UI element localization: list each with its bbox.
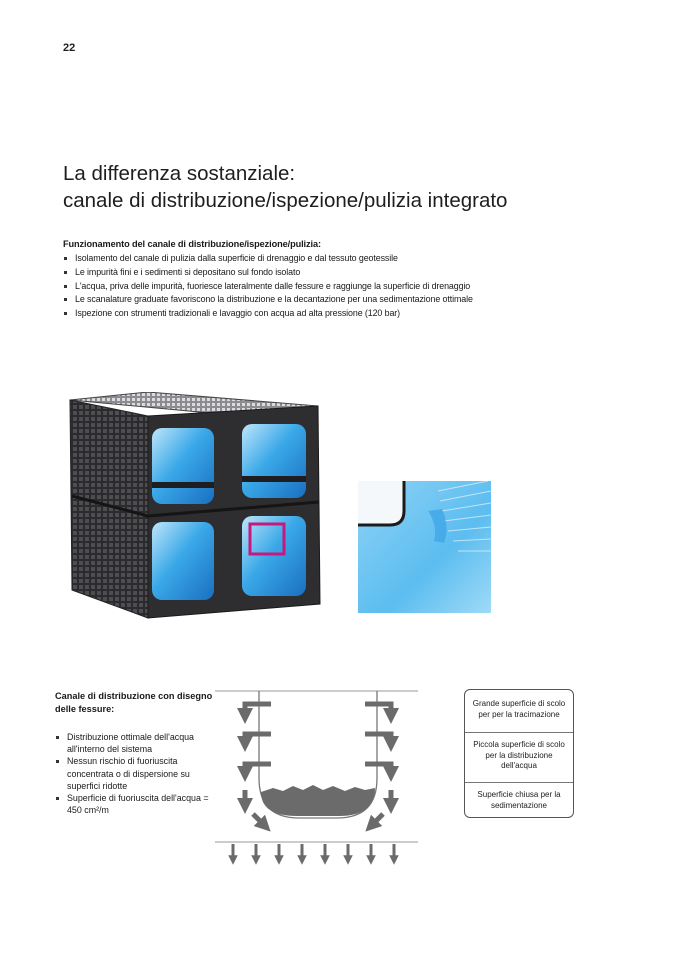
legend-item-overflow: Grande superficie di scolo per per la tracimazione	[472, 699, 566, 719]
outflow-arrow	[365, 764, 391, 774]
heading-line-2: canale di distribuzione/ispezione/pulizia integrato	[63, 189, 508, 212]
page-heading	[63, 160, 623, 214]
functioning-list	[63, 252, 473, 321]
slot-design-list	[55, 731, 215, 816]
legend-divider	[465, 782, 573, 783]
list-item: Distribuzione ottimale dell'acqua all'interno del sistema	[55, 731, 215, 755]
crate-window	[242, 516, 306, 596]
water-flow-diagram	[213, 688, 423, 870]
crate-left-face	[70, 400, 148, 618]
infiltration-crate-illustration	[66, 392, 328, 624]
diagonal-arrow	[253, 814, 265, 826]
crate-window	[242, 424, 306, 498]
list-item: Superficie di fuoriuscita dell'acqua = 450 cm²/m	[55, 792, 215, 816]
list-item: Le scanalature graduate favoriscono la distribuzione e la decantazione per una sedimentazione ottimale	[63, 293, 473, 307]
legend-item-sedimentation: Superficie chiusa per la sedimentazione	[477, 790, 561, 810]
outflow-arrow	[245, 734, 271, 744]
heading-line-1: La differenza sostanziale:	[63, 162, 296, 185]
legend-divider	[465, 732, 573, 733]
slot-detail-zoom	[358, 481, 491, 613]
outflow-arrow	[245, 704, 271, 716]
page-number: 22	[63, 42, 76, 54]
crate-window	[152, 522, 214, 600]
crate-window	[152, 428, 214, 504]
sediment-fill	[261, 785, 375, 816]
legend-item-distribution: Piccola superficie di scolo per la distribuzione dell'acqua	[473, 740, 565, 770]
list-item: Nessun rischio di fuoriuscita concentrata o di dispersione su superfici ridotte	[55, 755, 215, 792]
functioning-title: Funzionamento del canale di distribuzione/ispezione/pulizia:	[63, 239, 321, 249]
list-item: L'acqua, priva delle impurità, fuoriesce lateralmente dalle fessure e raggiunge la superficie di drenaggio	[63, 280, 473, 294]
slot-design-title: Canale di distribuzione con disegno delle fessure:	[55, 691, 213, 714]
flow-legend-box	[464, 689, 574, 818]
list-item: Isolamento del canale di pulizia dalla superficie di drenaggio e dal tessuto geotessile	[63, 252, 473, 266]
outflow-arrow	[365, 704, 391, 716]
list-item: Le impurità fini e i sedimenti si depositano sul fondo isolato	[63, 266, 473, 280]
list-item: Ispezione con strumenti tradizionali e lavaggio con acqua ad alta pressione (120 bar)	[63, 307, 473, 321]
outflow-arrow	[365, 734, 391, 744]
diagonal-arrow	[371, 814, 383, 826]
outflow-arrow	[245, 764, 271, 774]
